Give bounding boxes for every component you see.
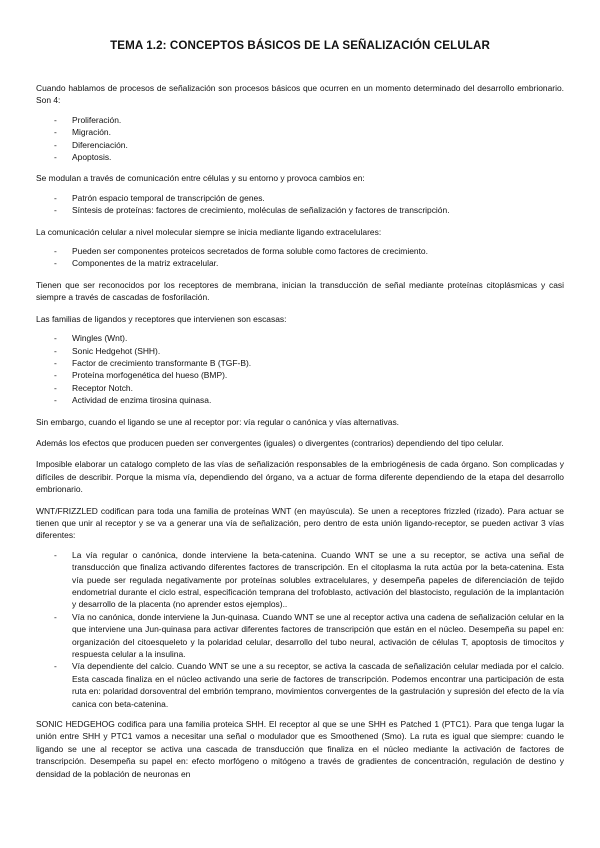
- list-item: - Pueden ser componentes proteicos secretados de forma soluble como factores de crecimiento.: [36, 245, 564, 257]
- intro-paragraph: Cuando hablamos de procesos de señalización son procesos básicos que ocurren en un momento determinado del desarrollo embrionario. Son 4:: [36, 83, 564, 106]
- list-item: - Diferenciación.: [36, 139, 564, 151]
- communication-paragraph: La comunicación celular a nivel molecular siempre se inicia mediante ligando extracelulares:: [36, 226, 382, 237]
- effects-paragraph: Además los efectos que producen pueden ser convergentes (iguales) o divergentes (contrarios) dependiendo del tipo celular.: [36, 437, 504, 448]
- list-item: - Componentes de la matriz extracelular.: [36, 257, 564, 269]
- list-item: - La vía regular o canónica, donde interviene la beta-catenina. Cuando WNT se une a su receptor, se activa una señal de transducción que finaliza activando diferentes factores de transcripción. En el citoplasma la ruta actúa por la beta-catenina. Esta vía puede ser regulada negativamente por proteínas solubles extracelulares, y desempeña papeles de diferenciación de tejido endometrial durante el ciclo estral, especificación temprana del trofoblasto, activación del blastocisto, regulación de la implantación y desarrollo de la placenta (no aprender estos ejemplos)..: [36, 549, 564, 611]
- list-item: - Patrón espacio temporal de transcripción de genes.: [36, 192, 564, 204]
- however-paragraph: Sin embargo, cuando el ligando se une al receptor por: vía regular o canónica y vías alternativas.: [36, 416, 400, 427]
- families-paragraph: Las familias de ligandos y receptores que intervienen son escasas:: [36, 313, 287, 324]
- list-item: - Vía no canónica, donde interviene la Jun-quinasa. Cuando WNT se une al receptor activa una cadena de señalización celular en la que interviene una Jun-quinasa para activar diferentes factores de transcripción que están en el núcleo. Desempeña su papel en: organización del citoesqueleto y la polaridad celular, desarrollo del tubo neural, activación de células T, apoptosis de timocitos y respuesta celular a la insulina.: [36, 611, 564, 661]
- impossible-paragraph: Imposible elaborar un catalogo completo de las vías de señalización responsables de la embriogénesis de cada órgano. Son complicadas y difíciles de describir. Porque la misma vía, dependiendo del órgano, va a actuar de forma diferente dependiendo de la etapa del desarrollo embrionario.: [36, 459, 564, 495]
- list-item: - Proliferación.: [36, 114, 564, 126]
- list-item: - Migración.: [36, 126, 564, 138]
- processes-list: [36, 114, 564, 164]
- list-item: - Apoptosis.: [36, 151, 564, 163]
- document-title: TEMA 1.2: CONCEPTOS BÁSICOS DE LA SEÑALIZACIÓN CELULAR: [110, 39, 490, 52]
- changes-list: [36, 192, 564, 217]
- receptors-paragraph: Tienen que ser reconocidos por los receptores de membrana, inician la transducción de señal mediante proteínas citoplásmicas y casi siempre a través de cascadas de fosforilación.: [36, 279, 564, 303]
- list-item: - Vía dependiente del calcio. Cuando WNT se une a su receptor, se activa la cascada de señalización celular mediada por el calcio. Esta cascada finaliza en el núcleo activando una serie de factores de transcripción. Podemos encontrar una participación de esta ruta en: polaridad dorsoventral del embrión temprano, movimientos convergentes de la gastrulación y supresión del efecto de la vía canica con beta-catenina.: [36, 660, 564, 710]
- list-item: - Receptor Notch.: [36, 382, 564, 394]
- ligands-list: [36, 245, 564, 270]
- list-item: - Proteína morfogenética del hueso (BMP).: [36, 369, 564, 381]
- list-item: - Wingles (Wnt).: [36, 332, 564, 344]
- wnt-pathways-list: [36, 549, 564, 710]
- modulation-paragraph: Se modulan a través de comunicación entre células y su entorno y provoca cambios en:: [36, 173, 365, 184]
- list-item: - Síntesis de proteínas: factores de crecimiento, moléculas de señalización y factores de transcripción.: [36, 204, 564, 216]
- shh-paragraph: SONIC HEDGEHOG codifica para una familia proteica SHH. El receptor al que se une SHH es Patched 1 (PTC1). Para que tenga lugar la unión entre SHH y PTC1 vamos a necesitar una señal o modulador que es Smoothened (Smo). La ruta es igual que siempre: cuando le ligando se une al receptor se activa una cascada de transducción que finaliza en el núcleo mediante la activación de factores de transcripción. Desempeña su papel en: efecto morfógeno o mitógeno a través de gradientes de concentración, regulación de destino y densidad de la población de neuronas en: [36, 719, 564, 779]
- families-list: [36, 332, 564, 406]
- list-item: - Sonic Hedgehot (SHH).: [36, 345, 564, 357]
- list-item: - Actividad de enzima tirosina quinasa.: [36, 394, 564, 406]
- wnt-paragraph: WNT/FRIZZLED codifican para toda una familia de proteínas WNT (en mayúscula). Se unen a receptores frizzled (rizado). Para actuar se tienen que unir al receptor y se va a generar una vía de señalización, pero dentro de esta unión ligando-receptor, se pueden activar 3 vías diferentes:: [36, 505, 564, 541]
- list-item: - Factor de crecimiento transformante B (TGF-B).: [36, 357, 564, 369]
